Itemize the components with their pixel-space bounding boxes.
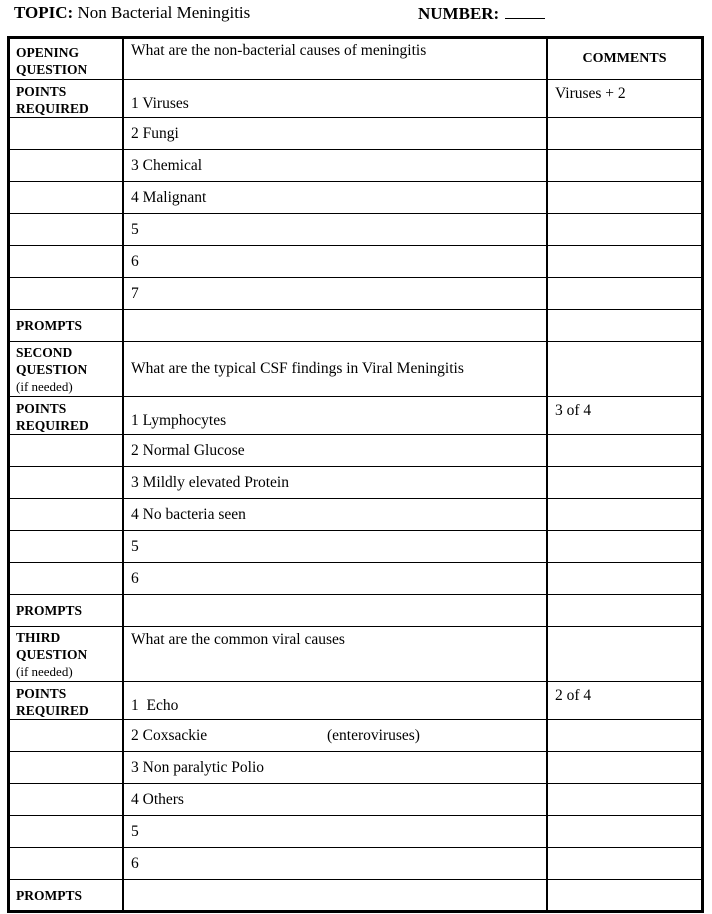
comment-cell[interactable] (547, 182, 703, 214)
label-line: QUESTION (16, 362, 88, 377)
q2-point-4: 4 No bacteria seen (123, 499, 547, 531)
number-field (418, 3, 545, 24)
q1-point-2: 2 Fungi (123, 118, 547, 150)
q1-point-5: 5 (123, 214, 547, 246)
q1-point-row (9, 182, 703, 214)
q1-point-1: 1 Viruses (123, 80, 547, 118)
q2-points-row (9, 397, 703, 435)
label-line: REQUIRED (16, 418, 89, 433)
points-required-label (9, 682, 124, 720)
q3-point-row (9, 848, 703, 880)
number-blank[interactable] (505, 3, 545, 19)
q3-question: What are the common viral causes (123, 627, 547, 682)
q1-prompts-row (9, 310, 703, 342)
third-question-row (9, 627, 703, 682)
q2-point-1: 1 Lymphocytes (123, 397, 547, 435)
label-line: QUESTION (16, 647, 88, 662)
comment-cell[interactable] (547, 467, 703, 499)
comment-cell[interactable] (547, 848, 703, 880)
comments-header: COMMENTS (547, 38, 703, 80)
comment-cell[interactable] (547, 310, 703, 342)
prompts-cell[interactable] (123, 310, 547, 342)
if-needed-label: (if needed) (16, 664, 73, 679)
q1-point-7: 7 (123, 278, 547, 310)
points-required-label (9, 80, 124, 118)
comment-cell[interactable] (547, 278, 703, 310)
comment-cell[interactable] (547, 563, 703, 595)
q3-point-row (9, 816, 703, 848)
second-question-label (9, 342, 124, 397)
comment-cell[interactable] (547, 150, 703, 182)
q1-question: What are the non-bacterial causes of meningitis (123, 38, 547, 80)
q2-point-row (9, 467, 703, 499)
q2-point-6: 6 (123, 563, 547, 595)
q3-point-3: 3 Non paralytic Polio (123, 752, 547, 784)
q1-point-4: 4 Malignant (123, 182, 547, 214)
q3-comment[interactable]: 2 of 4 (547, 682, 703, 720)
prompts-label: PROMPTS (9, 880, 124, 912)
q3-point-5: 5 (123, 816, 547, 848)
if-needed-label: (if needed) (16, 379, 73, 394)
prompts-cell[interactable] (123, 880, 547, 912)
q2-point-2: 2 Normal Glucose (123, 435, 547, 467)
q2-point-row (9, 563, 703, 595)
q3-point-row (9, 752, 703, 784)
q1-point-row (9, 118, 703, 150)
comment-cell[interactable] (547, 214, 703, 246)
comment-cell[interactable] (547, 784, 703, 816)
opening-question-row (9, 38, 703, 80)
prompts-label: PROMPTS (9, 595, 124, 627)
question-sheet-table (7, 36, 704, 913)
label-line: QUESTION (16, 62, 88, 77)
q3-point-2-wrap (131, 727, 546, 745)
header (14, 3, 704, 29)
q2-point-row (9, 499, 703, 531)
q2-question: What are the typical CSF findings in Viral Meningitis (123, 342, 547, 397)
comment-cell[interactable] (547, 752, 703, 784)
label-line: REQUIRED (16, 101, 89, 116)
points-required-label (9, 397, 124, 435)
third-question-label (9, 627, 124, 682)
second-question-row (9, 342, 703, 397)
q3-point-4: 4 Others (123, 784, 547, 816)
comment-cell[interactable] (547, 499, 703, 531)
label-line: THIRD (16, 630, 61, 645)
q2-comment[interactable]: 3 of 4 (547, 397, 703, 435)
q3-points-row (9, 682, 703, 720)
comment-cell[interactable] (547, 720, 703, 752)
q3-prompts-row (9, 880, 703, 912)
comment-cell[interactable] (547, 435, 703, 467)
q1-points-row (9, 80, 703, 118)
comment-cell[interactable] (547, 342, 703, 397)
prompts-cell[interactable] (123, 595, 547, 627)
comment-cell[interactable] (547, 246, 703, 278)
q3-point-row (9, 720, 703, 752)
comment-cell[interactable] (547, 880, 703, 912)
q3-point-2: 2 Coxsackie (131, 726, 208, 744)
q1-point-row (9, 246, 703, 278)
q1-point-row (9, 214, 703, 246)
comment-cell[interactable] (547, 595, 703, 627)
comment-cell[interactable] (547, 816, 703, 848)
label-line: POINTS (16, 686, 67, 701)
q1-point-3: 3 Chemical (123, 150, 547, 182)
topic-value: Non Bacterial Meningitis (77, 3, 251, 22)
q2-point-3: 3 Mildly elevated Protein (123, 467, 547, 499)
q1-point-row (9, 150, 703, 182)
prompts-label: PROMPTS (9, 310, 124, 342)
q2-point-row (9, 435, 703, 467)
enteroviruses-note: (enteroviruses) (327, 726, 420, 744)
comment-cell[interactable] (547, 531, 703, 563)
q3-point-1: 1 Echo (123, 682, 547, 720)
q3-point-6: 6 (123, 848, 547, 880)
q3-point-2-cell (123, 720, 547, 752)
opening-question-label (9, 38, 124, 80)
label-line: SECOND (16, 345, 73, 360)
comment-cell[interactable] (547, 627, 703, 682)
q2-point-5: 5 (123, 531, 547, 563)
q1-point-row (9, 278, 703, 310)
q2-prompts-row (9, 595, 703, 627)
label-line: OPENING (16, 45, 80, 60)
label-line: POINTS (16, 84, 67, 99)
q1-comment[interactable]: Viruses + 2 (547, 80, 703, 118)
q1-point-6: 6 (123, 246, 547, 278)
label-line: POINTS (16, 401, 67, 416)
comment-cell[interactable] (547, 118, 703, 150)
topic-label: TOPIC: (14, 3, 74, 22)
label-line: REQUIRED (16, 703, 89, 718)
number-label: NUMBER: (418, 4, 500, 23)
q3-point-row (9, 784, 703, 816)
q2-point-row (9, 531, 703, 563)
